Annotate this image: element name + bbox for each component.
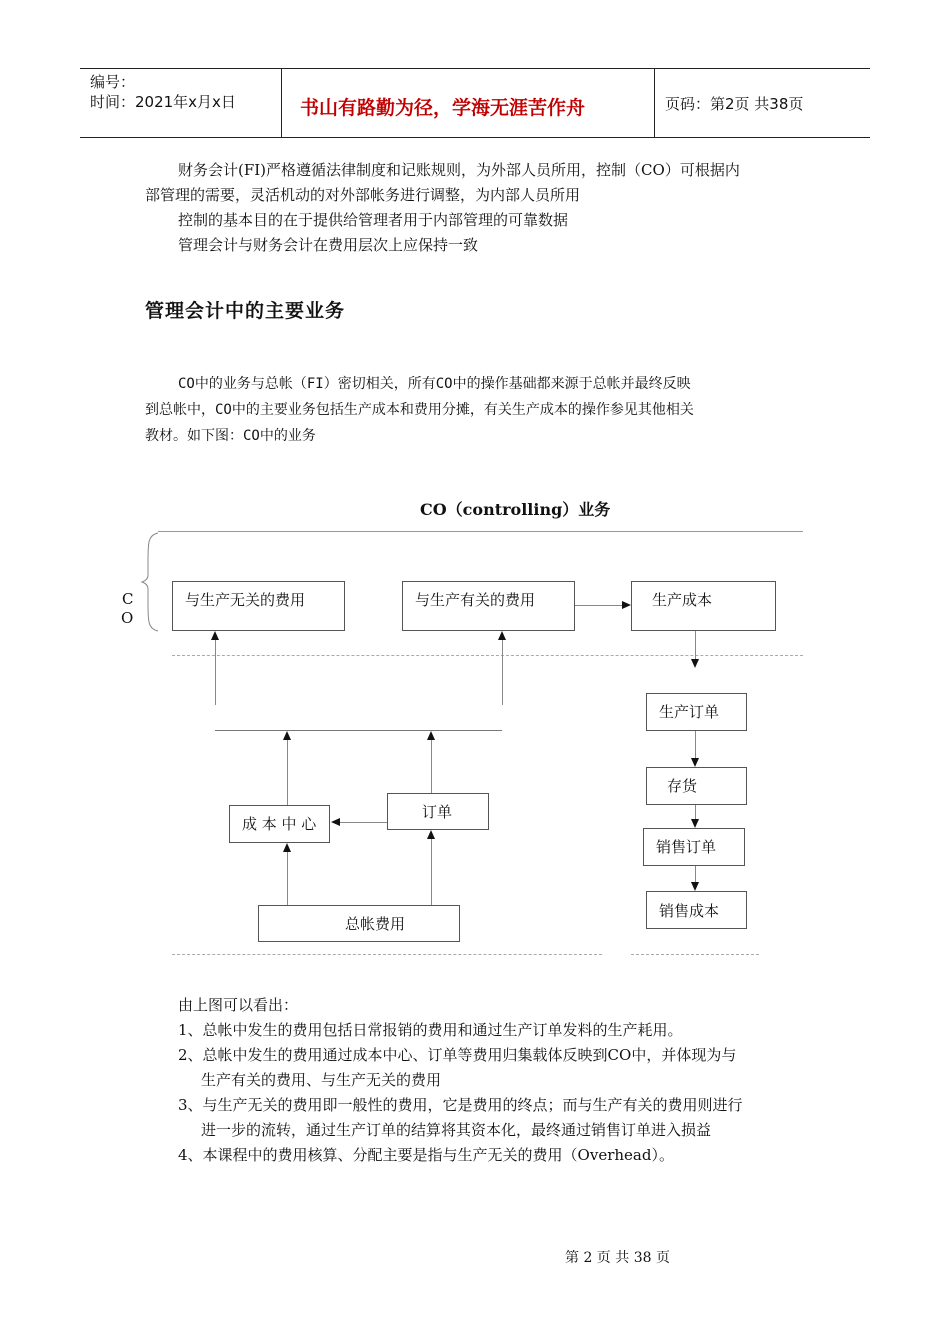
conclusion-item: 4、本课程中的费用核算、分配主要是指与生产无关的费用（Overhead）。 (178, 1146, 674, 1164)
co-label-c: C (122, 590, 134, 608)
arrow-down-icon (691, 758, 699, 767)
conclusion-item: 1、总帐中发生的费用包括日常报销的费用和通过生产订单发料的生产耗用。 (178, 1021, 683, 1039)
arrow-down-icon (691, 659, 699, 668)
up-line (287, 852, 288, 905)
arrow-up-icon (283, 731, 291, 740)
co-label-o: O (121, 609, 134, 627)
page-info: 页码：第2页 共38页 (665, 95, 804, 113)
intro-line: 控制的基本目的在于提供给管理者用于内部管理的可靠数据 (178, 211, 569, 229)
box-label: 订单 (422, 803, 453, 821)
intro-line: 部管理的需要，灵活机动的对外部帐务进行调整，为内部人员所用 (145, 186, 581, 204)
box-label: 与生产有关的费用 (415, 591, 536, 609)
page-header (80, 68, 870, 138)
related-to-cost-line (575, 605, 622, 606)
conclusion-item-cont: 生产有关的费用、与生产无关的费用 (201, 1071, 442, 1089)
box-label: 销售成本 (659, 902, 720, 920)
box-label: 与生产无关的费用 (185, 591, 306, 609)
box-label: 成 本 中 心 (242, 815, 317, 833)
conclusion-item-cont: 进一步的流转，通过生产订单的结算将其资本化，最终通过销售订单进入损益 (201, 1121, 712, 1139)
box-label: 生产订单 (659, 703, 720, 721)
arrow-down-icon (691, 882, 699, 891)
box-label: 总帐费用 (345, 915, 406, 933)
up-line (431, 740, 432, 793)
header-divider (281, 69, 282, 137)
co-brace (140, 531, 162, 633)
intro-line: 管理会计与财务会计在费用层次上应保持一致 (178, 236, 479, 254)
arrow-up-icon (211, 631, 219, 640)
order-to-cost-center-line (340, 822, 387, 823)
gl-expense-box (258, 905, 460, 942)
arrow-up-icon (427, 830, 435, 839)
down-line (695, 805, 696, 820)
down-line (695, 631, 696, 660)
unrelated-expense-box (172, 581, 345, 631)
down-line (695, 731, 696, 758)
header-motto: 书山有路勤为径，学海无涯苦作舟 (300, 97, 586, 119)
production-cost-box (631, 581, 776, 631)
related-expense-box (402, 581, 575, 631)
section-line: 到总帐中，CO中的主要业务包括生产成本和费用分摊，有关生产成本的操作参见其他相关 (145, 402, 694, 418)
collector-line (215, 730, 502, 731)
time-label: 时间：2021年x月x日 (90, 93, 236, 111)
box-label: 存货 (667, 777, 698, 795)
sales-order-box (643, 828, 745, 866)
conclusion-item: 2、总帐中发生的费用通过成本中心、订单等费用归集载体反映到CO中，并体现为与 (178, 1046, 737, 1064)
box-label: 生产成本 (652, 591, 713, 609)
diagram-bottom-dashed-line (631, 954, 759, 955)
up-line (287, 740, 288, 805)
order-box (387, 793, 489, 830)
up-line (431, 839, 432, 905)
section-title: 管理会计中的主要业务 (145, 300, 346, 322)
section-line: 教材。如下图：CO中的业务 (145, 428, 316, 444)
arrow-right-icon (622, 601, 631, 609)
arrow-up-icon (498, 631, 506, 640)
conclusion-item: 3、与生产无关的费用即一般性的费用，它是费用的终点；而与生产有关的费用则进行 (178, 1096, 743, 1114)
co-top-line (158, 531, 803, 532)
production-order-box (646, 693, 747, 731)
arrow-down-icon (691, 819, 699, 828)
page-footer: 第 2 页 共 38 页 (565, 1250, 670, 1266)
down-line (695, 866, 696, 883)
up-line (215, 640, 216, 705)
conclusion-lead: 由上图可以看出： (178, 996, 299, 1014)
inventory-box (646, 767, 747, 805)
up-line (502, 640, 503, 705)
arrow-up-icon (427, 731, 435, 740)
arrow-up-icon (283, 843, 291, 852)
co-bottom-dashed-line (172, 655, 803, 656)
box-label: 销售订单 (656, 838, 717, 856)
intro-line: 财务会计(FI)严格遵循法律制度和记账规则，为外部人员所用，控制（CO）可根据内 (178, 161, 740, 179)
diagram-bottom-dashed-line (172, 954, 602, 955)
cost-center-box (229, 805, 330, 843)
serial-label: 编号： (90, 73, 136, 91)
sales-cost-box (646, 891, 747, 929)
section-line: CO中的业务与总帐（FI）密切相关，所有CO中的操作基础都来源于总帐并最终反映 (178, 376, 691, 392)
diagram-title: CO（controlling）业务 (420, 500, 611, 519)
arrow-left-icon (331, 818, 340, 826)
header-divider (654, 69, 655, 137)
